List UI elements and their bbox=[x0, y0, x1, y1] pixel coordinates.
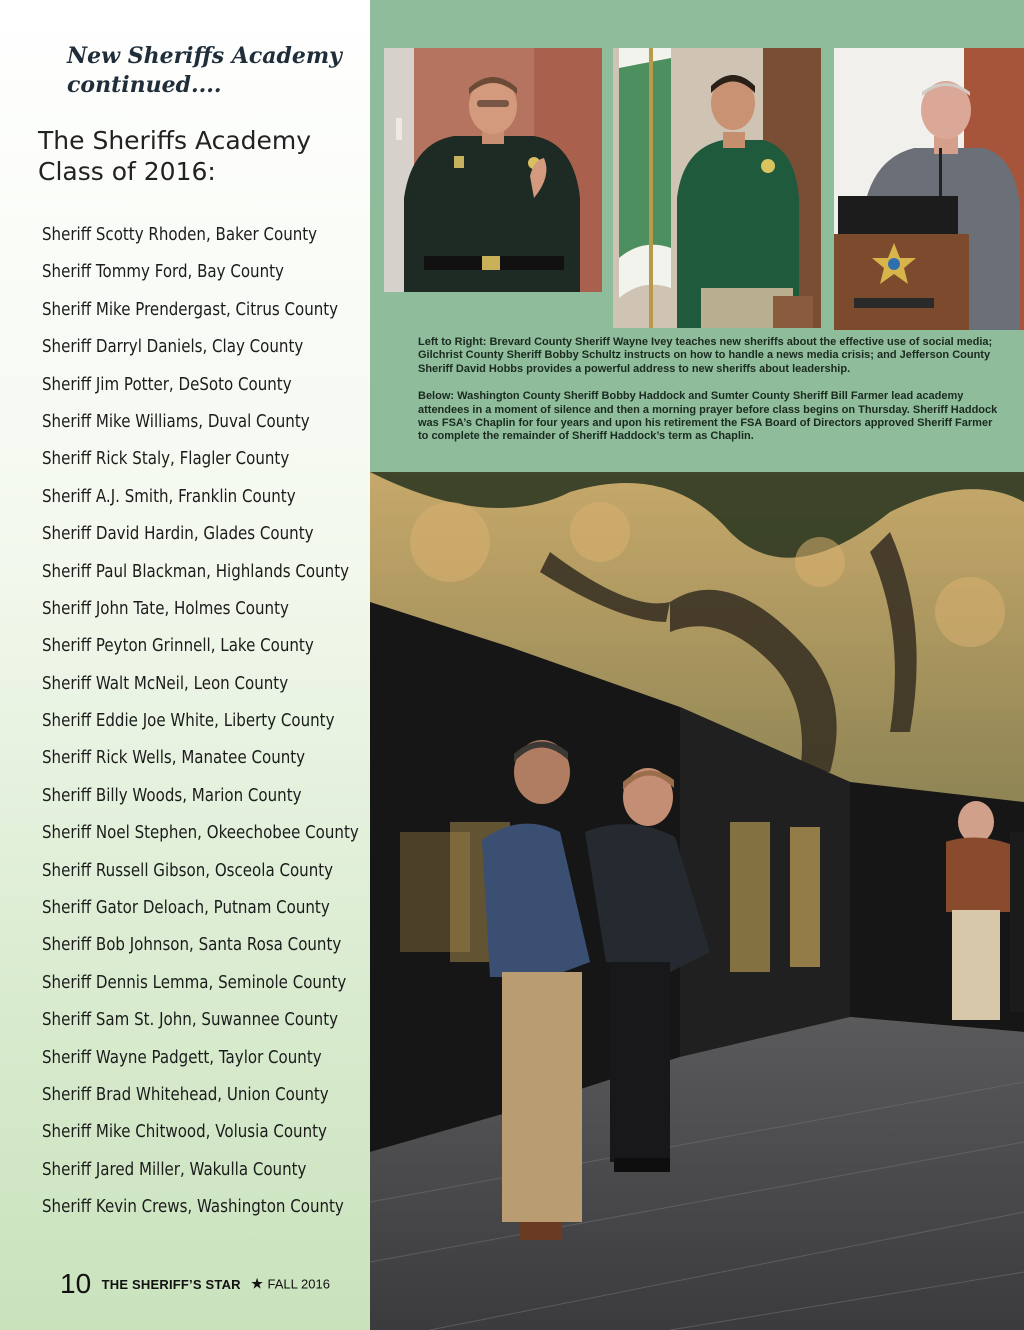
sheriff-list-item: Sheriff Scotty Rhoden, Baker County bbox=[42, 225, 318, 245]
sheriff-list-item: Sheriff Mike Williams, Duval County bbox=[42, 411, 310, 432]
sheriff-list-item: Sheriff A.J. Smith, Franklin County bbox=[42, 486, 296, 507]
sheriff-list-item: Sheriff Billy Woods, Marion County bbox=[42, 785, 302, 806]
sheriff-list-item: Sheriff Mike Chitwood, Volusia County bbox=[42, 1122, 327, 1143]
page-footer bbox=[60, 1268, 330, 1300]
sheriff-list-item: Sheriff Dennis Lemma, Seminole County bbox=[42, 972, 347, 993]
class-title bbox=[38, 125, 358, 187]
sheriff-list-item: Sheriff Gator Deloach, Putnam County bbox=[42, 898, 330, 919]
sheriff-list-item: Sheriff Paul Blackman, Highlands County bbox=[42, 561, 350, 582]
photo-sheriff-hobbs bbox=[834, 48, 1024, 330]
page-number: 10 bbox=[60, 1268, 92, 1299]
continued-line-2: continued.... bbox=[67, 72, 222, 98]
sheriff-list-item: Sheriff Noel Stephen, Okeechobee County bbox=[42, 823, 359, 844]
sheriff-list-item: Sheriff Rick Wells, Manatee County bbox=[42, 748, 306, 769]
class-title-line-1: The Sheriffs Academy bbox=[38, 126, 312, 155]
sheriff-list-item: Sheriff Bob Johnson, Santa Rosa County bbox=[42, 935, 342, 956]
sheriff-list-item: Sheriff Sam St. John, Suwannee County bbox=[42, 1010, 339, 1031]
sheriff-list-item: Sheriff Brad Whitehead, Union County bbox=[42, 1084, 329, 1105]
sheriff-list-item: Sheriff Walt McNeil, Leon County bbox=[42, 673, 289, 694]
sheriff-list-item: Sheriff Jared Miller, Wakulla County bbox=[42, 1159, 307, 1180]
sheriff-list bbox=[42, 222, 359, 1232]
photo-sheriff-ivey bbox=[384, 48, 602, 292]
photo-memorial-wall-prayer bbox=[370, 472, 1024, 1330]
sheriff-list-item: Sheriff David Hardin, Glades County bbox=[42, 524, 314, 545]
sheriff-list-item: Sheriff Eddie Joe White, Liberty County bbox=[42, 711, 335, 732]
caption-below: Below: Washington County Sheriff Bobby Haddock and Sumter County Sheriff Bill Farmer lead academy attendees in a moment of silence and then a morning prayer before class begins on Thursday. Sheriff Haddock was FSA’s Chaplin for four years and upon his retirement the FSA Board of Directors approved Sheriff Farmer to complete the remainder of Sheriff Haddock’s term as Chaplin. bbox=[418, 390, 998, 443]
sheriff-list-item: Sheriff Darryl Daniels, Clay County bbox=[42, 337, 304, 358]
class-title-line-2: Class of 2016: bbox=[38, 157, 216, 186]
publication-name: THE SHERIFF’S STAR bbox=[101, 1276, 241, 1292]
sheriff-list-item: Sheriff Wayne Padgett, Taylor County bbox=[42, 1047, 322, 1068]
sheriff-list-item: Sheriff Russell Gibson, Osceola County bbox=[42, 860, 334, 881]
sheriff-list-item: Sheriff John Tate, Holmes County bbox=[42, 598, 289, 619]
sheriff-list-item: Sheriff Jim Potter, DeSoto County bbox=[42, 374, 292, 395]
sheriff-list-item: Sheriff Rick Staly, Flagler County bbox=[42, 449, 290, 470]
continued-line-1: New Sheriffs Academy bbox=[67, 43, 342, 69]
photo-sheriff-schultz bbox=[613, 48, 821, 328]
sheriff-list-item: Sheriff Peyton Grinnell, Lake County bbox=[42, 636, 314, 657]
star-icon: ★ bbox=[251, 1276, 264, 1291]
issue-season: FALL 2016 bbox=[267, 1276, 330, 1292]
sheriff-list-item: Sheriff Mike Prendergast, Citrus County bbox=[42, 299, 339, 320]
photo-caption bbox=[418, 336, 998, 458]
continued-heading bbox=[67, 42, 367, 100]
caption-top: Left to Right: Brevard County Sheriff Wayne Ivey teaches new sheriffs about the effective use of social media; Gilchrist County Sheriff Bobby Schultz instructs on how to handle a news media crisis; and Jefferson County Sheriff David Hobbs provides a powerful address to new sheriffs about leadership. bbox=[418, 336, 993, 375]
sheriff-list-item: Sheriff Kevin Crews, Washington County bbox=[42, 1197, 344, 1218]
sheriff-list-item: Sheriff Tommy Ford, Bay County bbox=[42, 262, 284, 283]
